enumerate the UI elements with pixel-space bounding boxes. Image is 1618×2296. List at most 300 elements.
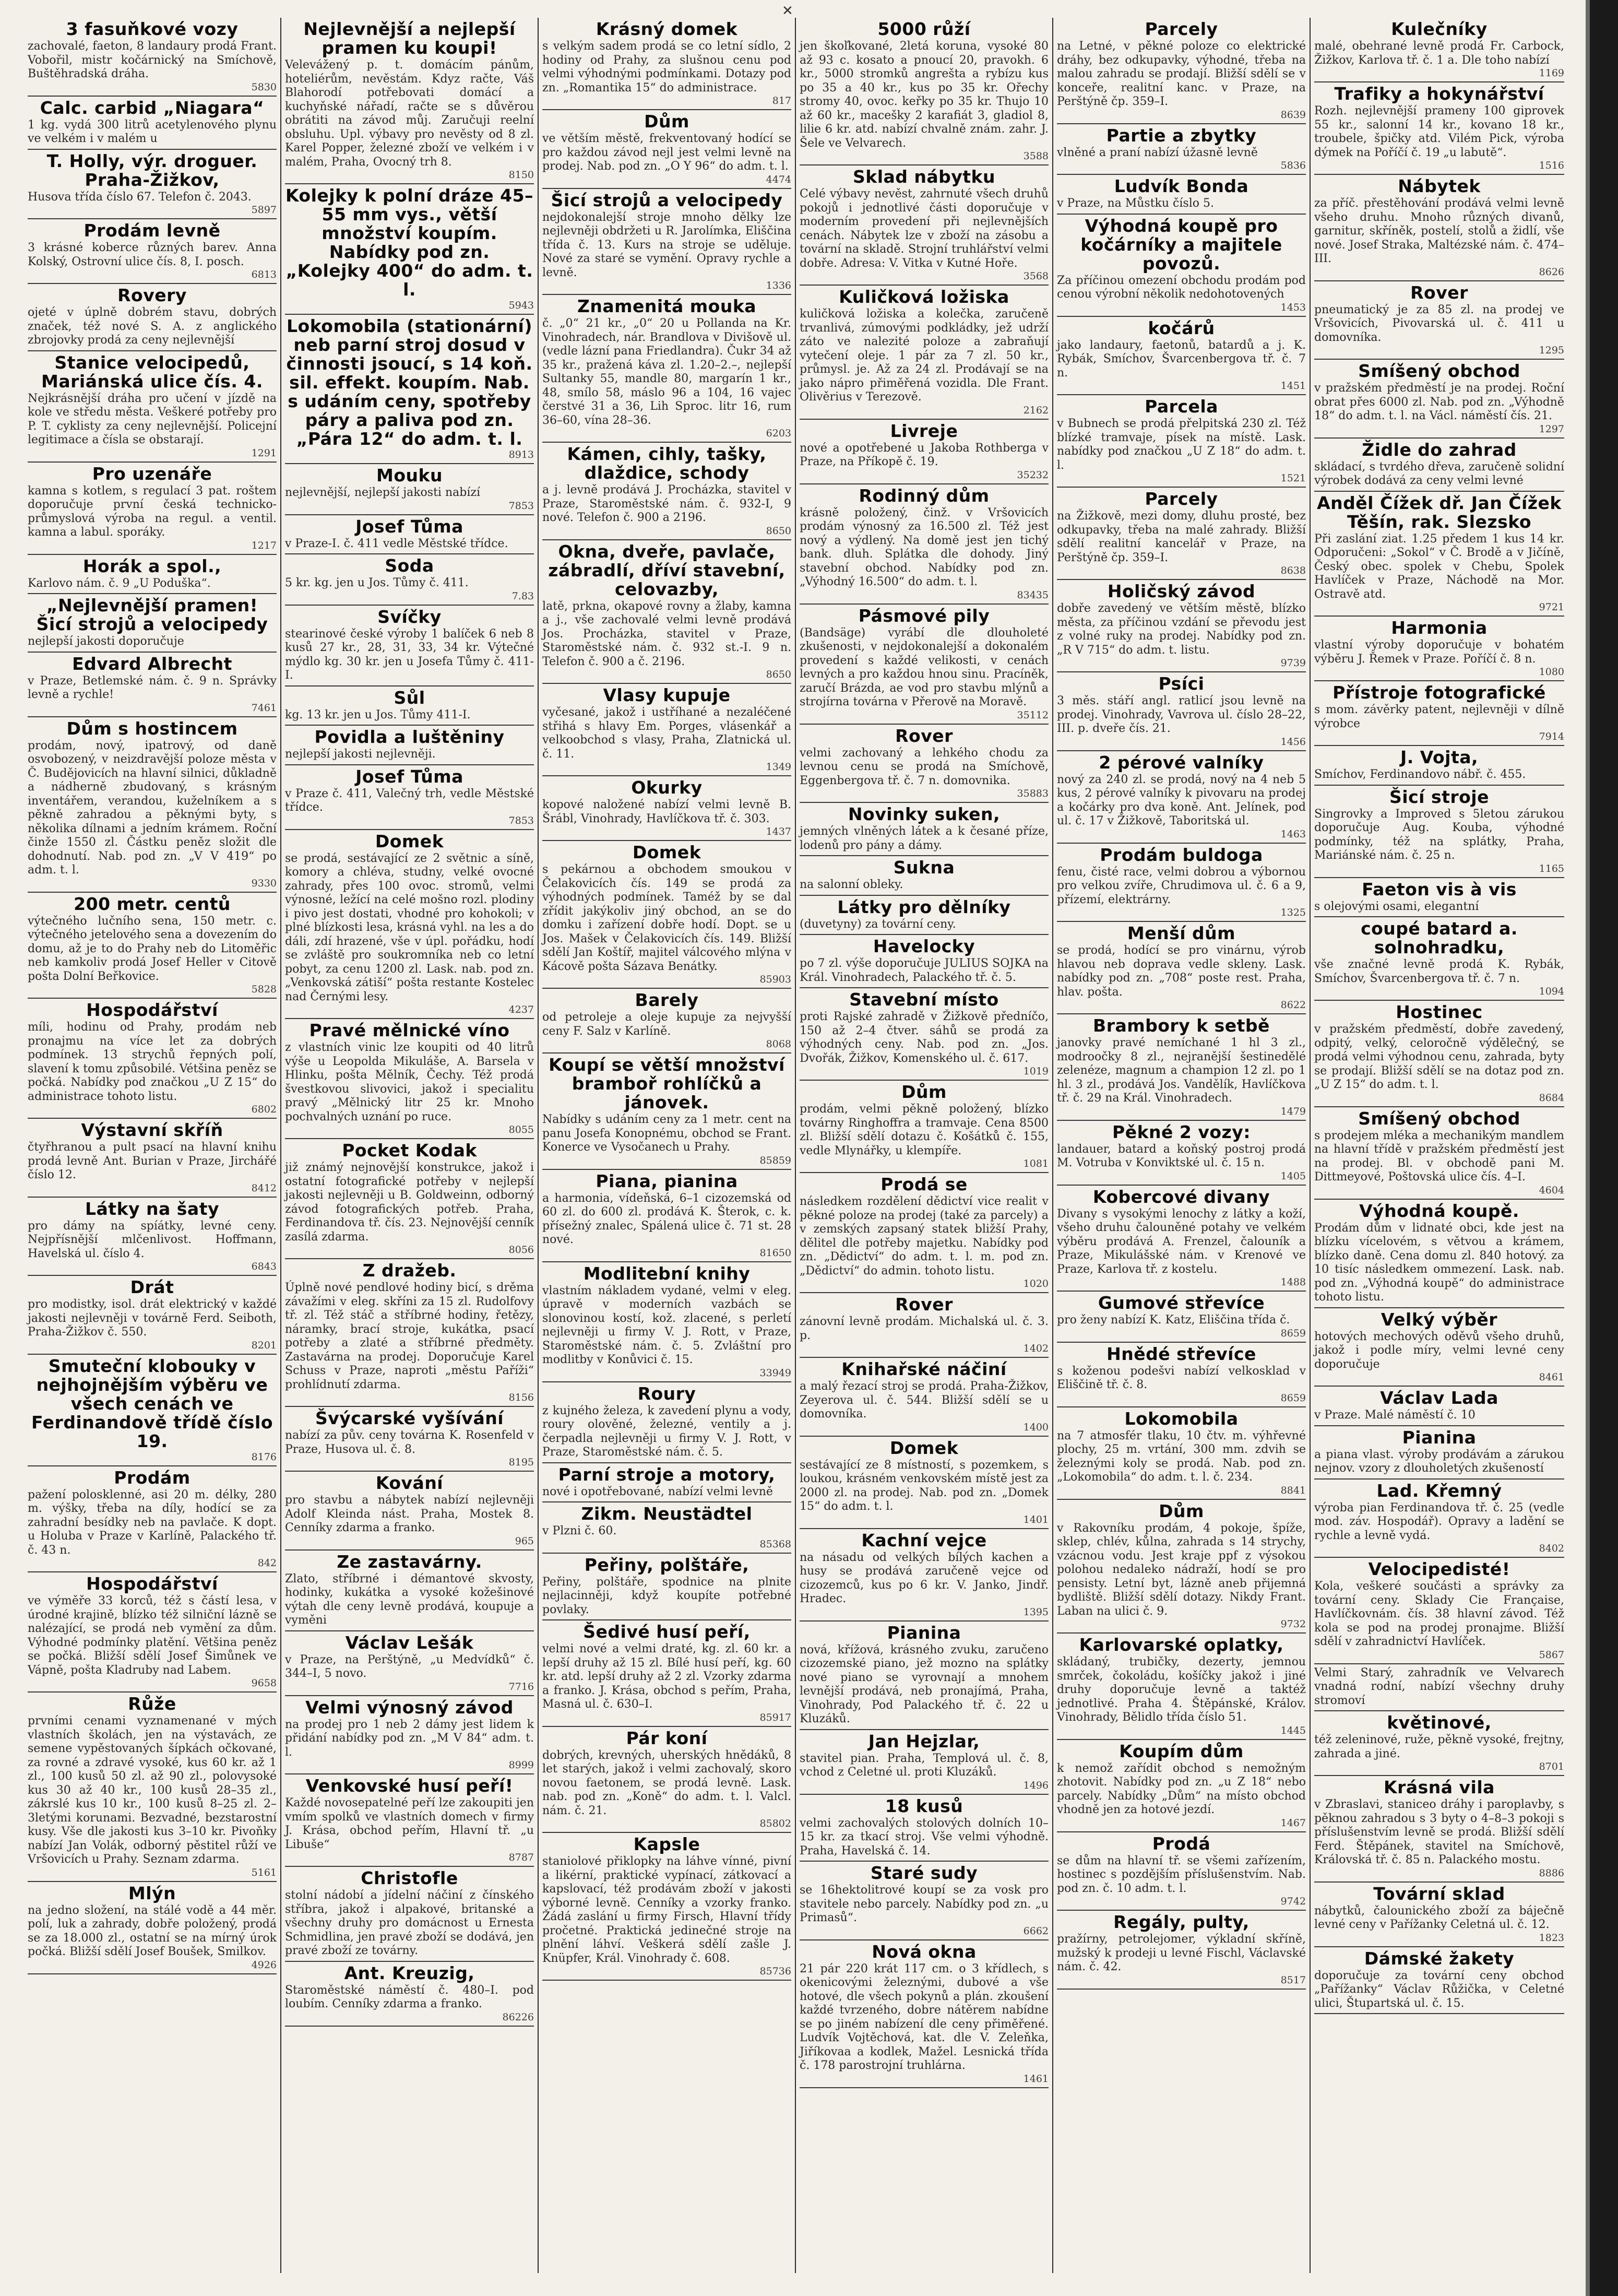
ad-body-text: s prodejem mléka a mechanikým mandlem na hlavní třídě v pražském předměstí jest na prodej. Bl. v obchodě pani M. Dittmeyové, Poštovská ulice čís. 4–I. — [1314, 1129, 1564, 1183]
ad-reference-number: 1094 — [1539, 986, 1564, 997]
ad-heading: Havelocky — [873, 936, 975, 956]
ad-heading: J. Vojta, — [1400, 747, 1479, 767]
classified-ad — [28, 1119, 277, 1198]
ad-reference-number: 8659 — [1280, 1392, 1306, 1404]
ad-heading: kočárů — [1148, 317, 1215, 338]
classified-ad — [800, 420, 1049, 484]
ad-body-text: výtečného lučního sena, 150 metr. c. výtečného jetelového sena a dovezením do domu, až je to do Prahy neb do Litoměřic neb kamkoliv prodá Josef Heller v Citově pošta Dolní Beřkovice. — [28, 914, 277, 983]
ad-reference-number: 5828 — [251, 984, 277, 995]
ad-body-text: dobrých, krevných, uherských hnědáků, 8 let starých, jakož i velmi zachovalý, skoro novou faetonem, se prodá levně. Lask. nab. pod zn. „Koně“ do adm. t. l. Valcl. nám. č. 21. — [542, 1748, 791, 1817]
ad-reference-number: 7914 — [1539, 731, 1564, 742]
ad-heading: Látky na šaty — [85, 1198, 219, 1219]
ad-body-text: a j. levně prodává J. Procházka, stavitel v Praze, Staroměstské nám. č. 932-I, 9 nové. Telefon č. 900 a 2196. — [542, 483, 791, 524]
ad-heading: Stavební místo — [849, 989, 999, 1010]
ad-heading: Růže — [128, 1694, 176, 1714]
classified-ad — [1057, 1634, 1306, 1740]
ad-reference-number: 9742 — [1280, 1896, 1306, 1907]
classified-ad — [800, 935, 1049, 988]
ad-body-text: následkem rozdělení dědictví vice realit v pěkné poloze na prodej (také za parcely) a v zemských zapsaný statek bližší Prahy, dělitel dle potřeby majetku. Nabídky pod zn. „Dědictví“ do adm. t. l. m. pod zn. „Dědictví“ do admin. tohoto listu. — [800, 1195, 1049, 1277]
ad-body-text: a harmonia, vídeňská, 6–1 cizozemská od 60 zl. do 600 zl. prodává K. Šterok, c. k. přísežný znalec, Spálená ulice č. 71 st. 28 nové. — [542, 1191, 791, 1246]
ad-column-1 — [24, 18, 281, 2273]
ad-reference-number: 1401 — [1023, 1513, 1049, 1525]
ad-body-text: 5 kr. kg. jen u Jos. Tůmy č. 411. — [285, 576, 469, 589]
ad-body-text: Karlovo nám. č. 9 „U Poduška“. — [28, 576, 211, 590]
classified-ad — [285, 726, 534, 765]
ad-reference-number: 1823 — [1539, 1932, 1564, 1944]
ad-heading: Kachní vejce — [861, 1530, 987, 1551]
ad-heading: Psíci — [1158, 673, 1205, 694]
ad-body-text: vše značné levně prodá K. Rybák, Smíchov, Švarcenbergova tř. č. 7 n. — [1314, 958, 1564, 985]
ad-heading: Domek — [632, 842, 701, 862]
ad-body-text: Divany s vysokými lenochy z látky a koží, všeho druhu čalouněné potahy ve velkém výběru prodává A. Frenzel, čalouník a Praze, Mikulášské nám. v Krenové ve Praze, Karlova tř. z kostelu. — [1057, 1207, 1306, 1276]
ad-column-5 — [1053, 18, 1311, 2273]
ad-body-text: s olejovými osami, elegantní — [1314, 900, 1479, 913]
ad-heading: Lokomobila — [1124, 1408, 1239, 1429]
ad-reference-number: 81650 — [759, 1247, 791, 1259]
ad-heading: Smíšený obchod — [1358, 361, 1520, 381]
ad-reference-number: 8999 — [508, 1759, 534, 1771]
ad-body-text: pro ženy nabízí K. Katz, Eliščina třída č. — [1057, 1313, 1290, 1327]
ad-reference-number: 7853 — [508, 500, 534, 512]
ad-heading: Holičský závod — [1107, 581, 1256, 601]
classified-ad — [285, 765, 534, 830]
ad-reference-number: 9732 — [1280, 1618, 1306, 1630]
ad-body-text: se prodá, sestávající ze 2 světnic a síně, komory a chléva, studny, velké ovocné zahrady, přes 100 ovoc. stromů, velmi výnosné, ležící na celé mošno rozl. plodiny i pivo jest dostati, vhodné pro kohokoli; v plné blízkosti lesa, krásná vyhl. na les a do dáli, zdí hrazené, vše v úpl. pořádku, hodí se zvláště pro soukromníka neb co letní pobyt, za cenu 1200 zl. Lask. nab. pod zn. „Venkovská zátiší“ pošta restante Kostelec nad Černými lesy. — [285, 851, 534, 1003]
ad-body-text: velmi zachovalých stolových dolních 10–15 kr. za tkací stroj. Vše velmi výhodně. Praha, Havelská č. 14. — [800, 1816, 1049, 1857]
ad-heading: Nejlevnější a nejlepší pramen ku koupi! — [303, 19, 516, 58]
ad-heading: Partie a zbytky — [1106, 125, 1257, 146]
ad-reference-number: 8055 — [508, 1124, 534, 1135]
ad-heading: Jan Hejzlar, — [868, 1731, 980, 1751]
ad-reference-number: 8913 — [508, 449, 534, 460]
ad-heading: Domek — [375, 831, 444, 851]
ad-heading: Barely — [635, 990, 699, 1010]
ad-heading: Okna, dveře, pavlače, zábradlí, dříví stavební, celovazby, — [548, 541, 786, 599]
ad-body-text: Při zaslání ziat. 1.25 předem 1 kus 14 kr. Odporučeni: „Sokol“ v Č. Brodě a v Jičíně, Český obec. spolek v Chebu, Spolek Havlíček v Praze, Náchodě na Mor. Ostravě atd. — [1314, 532, 1564, 601]
ad-reference-number: 5943 — [508, 300, 534, 311]
ad-heading: Dům — [1159, 1500, 1204, 1521]
ad-body-text: skládaný, trubičky, dezerty, jemnou smrček, čokoládu, košíčky jakož i jiné druhy doporučuje levně a taktéž jednotlivé. Praha 4. Štěpánské, Králov. Vinohrady, Bělidlo třída číslo 51. — [1057, 1655, 1306, 1724]
ad-heading: Venkovské husí peří! — [305, 1776, 514, 1796]
classified-ad — [800, 286, 1049, 420]
ad-reference-number: 4237 — [508, 1004, 534, 1015]
ad-heading: Parcela — [1145, 396, 1218, 417]
ad-heading: T. Holly, výr. droguer. Praha-Žižkov, — [46, 150, 258, 190]
classified-ad — [1057, 488, 1306, 580]
ad-heading: Výhodná koupě. — [1359, 1200, 1519, 1221]
ad-body-text: zachovalé, faeton, 8 landaury prodá Frant. Vobořil, mistr kočárnický na Smíchově, Buštěhradská dráha. — [28, 40, 277, 80]
ad-body-text: sestávající ze 8 místností, s pozemkem, s loukou, krásném venkovském místě jest za 2000 zl. na prodej. Nab. pod zn. „Domek 15“ do adm. t. l. — [800, 1458, 1049, 1513]
classified-ad — [800, 1293, 1049, 1358]
ad-body-text: nejlevnější, nejlepší jakosti nabízí — [285, 486, 480, 499]
classified-ad — [1057, 175, 1306, 215]
classified-ad — [542, 684, 791, 776]
classified-ad — [285, 315, 534, 464]
ad-body-text: jako landaury, faetonů, batardů a j. K. Rybák, Smíchov, Švarcenbergova tř. č. 7 n. — [1057, 338, 1306, 380]
ad-body-text: stavitel pian. Praha, Templová ul. č. 8, vchod z Celetné ul. proti Kluzáků. — [800, 1751, 1049, 1779]
classified-ad — [1057, 215, 1306, 317]
ad-body-text: na 7 atmosfér tlaku, 10 čtv. m. výhřevné plochy, 25 m. vrtání, 300 mm. zdvih se železnými koly se prodá. Nab. pod zn. „Lokomobila“ do adm. t. l. č. 234. — [1057, 1429, 1306, 1484]
ad-reference-number: 85736 — [759, 1966, 791, 1977]
ad-reference-number: 1461 — [1023, 2073, 1049, 2085]
ad-reference-number: 3588 — [1023, 150, 1049, 162]
ad-body-text: již známý nejnovější konstrukce, jakož i ostatní fotografické potřeby v nejlepší jakosti nejlevněji u B. Goldweinn, odborný závod fotografických potřeb. Praha, Ferdinandova tř. čís. 23. Nejnovější cenník zasílá zdarma. — [285, 1161, 534, 1244]
ad-body-text: č. „0“ 21 kr., „0“ 20 u Pollanda na Kr. Vinohradech, nár. Brandlova v Divišově ul. (vedle lázní pana Friedlandra). Čukr 34 až 35 kr., pražená káva zl. 1.20–2.–, nejlepší Sultanky 55, mandle 80, margarín 1 kr., 48, smílo 58, máslo 96 a 104, 16 vajec čerstvé 31 a 36, Lih Sproc. litr 16, rum 36–60, vína 28–36. — [542, 317, 791, 427]
ad-body-text: Peřiny, polštáře, spodnice na plnite nejlacinněji, když koupíte potřebné povlaky. — [542, 1575, 791, 1616]
classified-ad — [542, 189, 791, 295]
ad-reference-number: 1080 — [1539, 666, 1564, 678]
ad-heading: Václav Lešák — [345, 1632, 474, 1653]
classified-ad — [542, 1054, 791, 1170]
classified-ad — [542, 443, 791, 540]
classified-ad — [28, 893, 277, 999]
classified-ad — [542, 776, 791, 841]
ad-reference-number: 8684 — [1539, 1092, 1564, 1104]
ad-body-text: jen škoľkované, 2letá koruna, vysoké 80 až 93 c. kosato a pnoucí 20, pravokh. 6 kr., 5000 stromků angrešta a rybízu kus po 35 a 40 kr., kus po 35 kr. Ořechy stromy 40, ovoc. keřky po 35 kr. Thujo 10 až 60 kr., macešky 2 karafiát 3, gladiol 8, lilie 6 kr. atd. nabízí chvalně znám. zahr. J. Šele ve Velvarech. — [800, 40, 1049, 150]
ad-heading: Edvard Albrecht — [72, 653, 232, 674]
classified-ad — [1057, 1121, 1306, 1186]
classified-ad — [28, 717, 277, 893]
ad-reference-number: 8176 — [251, 1451, 277, 1463]
ad-heading: Velocipedisté! — [1368, 1559, 1510, 1579]
ad-heading: Faeton vis à vis — [1362, 879, 1517, 900]
ad-reference-number: 5867 — [1539, 1649, 1564, 1661]
ad-heading: Výstavní skříň — [81, 1120, 223, 1140]
ad-reference-number: 1488 — [1280, 1276, 1306, 1288]
ad-heading: Ludvík Bonda — [1114, 176, 1249, 196]
ad-heading: květinové, — [1387, 1712, 1492, 1733]
classified-ad — [285, 1019, 534, 1139]
classified-ad — [1314, 617, 1564, 681]
ad-body-text: prodám, velmi pěkně položený, blízko továrny Ringhoffra a tramvaje. Cena 8500 zl. Bližší sdělí dotazu č. Košátků č. 155, vedle Mlynářky, u klempíře. — [800, 1103, 1049, 1157]
ad-body-text: Singrovky a Improved s 5letou zárukou doporučuje Aug. Kouba, výhodné podmínky, též na splátky, Praha, Mariánské nám. č. 25 n. — [1314, 807, 1564, 862]
ad-body-text: velmi nové a velmi draté, kg. zl. 60 kr. a lepší druhy až 15 zl. Bílé husí peří, kg. 60 kr. atd. lepší druhy až 2 zl. Vzorky zdarma a franko. J. Krása, obchod s peřím, Praha, Masná ul. č. 630–I. — [542, 1642, 791, 1711]
ad-body-text: a malý řezací stroj se prodá. Praha-Žižkov, Zeyerova ul. č. 544. Bližší sdělí se u domovníka. — [800, 1380, 1049, 1421]
ad-reference-number: 9658 — [251, 1677, 277, 1689]
ad-body-text: Za příčinou omezení obchodu prodám pod cenou výrobní několik nedohotovených — [1057, 274, 1306, 301]
classified-ad — [1314, 746, 1564, 786]
ad-heading: Mouku — [376, 465, 443, 486]
ad-body-text: 3 krásné koberce různých barev. Anna Kolský, Ostrovní ulice čís. 8, I. posch. — [28, 241, 277, 268]
classified-ad — [28, 1693, 277, 1882]
ad-body-text: Rozh. nejlevnější prameny 100 giprovek 55 kr., salonní 14 kr., kovano 18 kr., troubele, špičky atd. Vilém Pick, výroba dýmek na Poříčí č. 19 „u labutě“. — [1314, 104, 1564, 159]
ad-heading: Knihařské náčiní — [841, 1359, 1007, 1379]
ad-heading: Dům — [901, 1082, 947, 1102]
classified-ad — [1057, 580, 1306, 672]
ad-body-text: v Praze č. 411, Valečný trh, vedle Městské třídce. — [285, 787, 534, 814]
ad-reference-number: 85917 — [759, 1711, 791, 1723]
classified-ad — [542, 18, 791, 110]
classified-ad — [1057, 1740, 1306, 1832]
ad-body-text: z kujného železa, k zavedení plynu a vody, roury olověné, železné, ventily a j. čerpadla nejlevněji u firmy V. J. Rott, v Praze, Staroměstské nám. č. 5. — [542, 1404, 791, 1459]
classified-ad — [1314, 1107, 1564, 1200]
ad-reference-number: 8886 — [1539, 1867, 1564, 1879]
ad-heading: Kobercové divany — [1092, 1186, 1270, 1207]
classified-ad — [800, 18, 1049, 165]
ad-heading: Peřiny, polštáře, — [584, 1554, 749, 1575]
ad-reference-number: 5161 — [251, 1866, 277, 1878]
ad-heading: Okurky — [631, 777, 703, 798]
ad-heading: Šicí stroje — [1389, 786, 1489, 807]
ad-body-text: krásně položený, činž. v Vršovicích prodám výnosný za 16.500 zl. Též jest nový a výdlený. Na domě jest jen tichý bank. dluh. Splátka dle dohody. Jiný stavební obchod. Nabídky pod zn. „Výhodný 16.500“ do adm. t. l. — [800, 506, 1049, 588]
ad-body-text: landauer, batard a koňský postroj prodá M. Votruba v Konviktské ul. č. 15 n. — [1057, 1142, 1306, 1169]
ad-body-text: latě, prkna, okapové rovny a žlaby, kamna a j., vše zachovalé velmi levně prodává Jos. Procházka, stavitel v Praze, Staroměstské nám. č. 932 st.-I. 9 n. Telefon č. 900 a č. 2196. — [542, 599, 791, 668]
classified-ad — [1314, 18, 1564, 82]
classified-ad — [542, 1262, 791, 1382]
ad-heading: Brambory k setbě — [1093, 1015, 1270, 1036]
ad-reference-number: 7853 — [508, 814, 534, 826]
ad-reference-number: 8156 — [508, 1392, 534, 1403]
ad-reference-number: 8650 — [766, 525, 791, 537]
ad-reference-number: 1165 — [1539, 862, 1564, 874]
ad-heading: Trafiky a hokynářství — [1334, 84, 1544, 104]
ad-heading: Staré sudy — [870, 1863, 978, 1883]
classified-ad — [28, 555, 277, 595]
ad-reference-number: 5830 — [251, 81, 277, 93]
classified-ad — [800, 1437, 1049, 1529]
ad-body-text: míli, hodinu od Prahy, prodám neb pronajmu na více let za dobrých podmínek. 13 strychů řepných polí, slavení k tomu způsobilé. Vétšina peněz se počká. Nabídky pod značkou „U Z 15“ do administrace tohoto listu. — [28, 1021, 277, 1103]
ad-body-text: staniolové přiklopky na láhve vínné, pivní a likérní, praktické vypínací, zátkovací a kapslovací, též prodávám zboží v jakosti výborné levně. Cenníky a vzorky franko. Žádá zaslání u firmy Firsch, Hlavní třídy pročetné. Praktická jedinečné stroje na plnění láhví. Veškerá sdělí zašle J. Knüpfer, Král. Vinohrady č. 608. — [542, 1855, 791, 1965]
ad-heading: 18 kusů — [885, 1795, 963, 1816]
ad-body-text: Velevážený p. t. domácím pánům, hoteliérům, nevěstám. Kdyz račte, Váš Blahorodí potřebovati domácí a kuchyňské nářadí, račte se s důvěrou obrátiti na závod můj. Zaručuji reelní obsluhu. Upl. výbavy pro nevěsty od 8 zl. Karel Popper, železné zboží ve velkém i v malém, Praha, Ovocný trh 8. — [285, 58, 534, 169]
ad-heading: Výhodná koupě pro kočárníky a majitele povozů. — [1080, 215, 1282, 274]
ad-body-text: v Rakovníku prodám, 4 pokoje, špíže, sklep, chlév, kůlna, zahrada s 14 strychy, vzácnou vodu. Jest kraje ppf z výsokou polohou nedaleko nádraží, hodí se pro pensisty. Letní byt, lázně aneb přijemná bydliště. Bližší sdělí dotazy. Nikdy Frant. Laban na ulici č. 9. — [1057, 1521, 1306, 1618]
print-mark: ✕ — [782, 3, 793, 19]
ad-body-text: se prodá, hodící se pro vinárnu, výrob hlavou neb doprava vedle skleny. Lask. nabídky pod zn. „708“ poste rest. Praha, hlav. pošta. — [1057, 944, 1306, 999]
ad-body-text: nová, křížová, krásného zvuku, zaručeno cizozemské piano, jež mozno na splátky nové piano se vyrovnají a mnohem levnější prodává, neb pronajímá, Praha, Vinohrady, Pod Palackého tř. č. 22 u Kluzáků. — [800, 1643, 1049, 1725]
ad-reference-number: 1325 — [1280, 907, 1306, 918]
classified-ad — [285, 1962, 534, 2027]
ad-column-2 — [281, 18, 539, 2273]
ad-body-text: s pekárnou a obchodem smoukou v Čelakovicích čís. 149 se prodá za výhodných podmínek. Taméž by se dal zřídit jakýkoliv jiný obchod, an se do domku i zařízení dobře hodí. Dopt. se u Jos. Mašek v Čelakovicích čís. 149. Bližší sdělí Jan Koštíř, majitel válcového mlýna v Kácově pošta Sázava Benátky. — [542, 863, 791, 973]
classified-ad — [285, 18, 534, 184]
ad-heading: Pocket Kodak — [342, 1140, 477, 1161]
classified-ad — [1057, 124, 1306, 175]
ad-body-text: v Praze, na Můstku číslo 5. — [1057, 197, 1214, 210]
ad-body-text: fenu, čisté race, velmi dobrou a výbornou pro velkou zvíře, Chrudimova ul. č. 6 a 9, přízemí, elektrárny. — [1057, 865, 1306, 906]
ad-reference-number: 8701 — [1539, 1761, 1564, 1772]
classified-ad — [1314, 1664, 1564, 1712]
ad-body-text: skládací, s tvrdého dřeva, zaručeně solidní výrobek dodává za ceny velmi levné — [1314, 460, 1564, 487]
ad-reference-number: 6203 — [766, 428, 791, 439]
ad-reference-number: 1081 — [1023, 1158, 1049, 1169]
classified-ad — [285, 1139, 534, 1259]
classified-ad — [542, 1727, 791, 1833]
ad-body-text: 21 pár 220 krát 117 cm. o 3 křídlech, s okenicovými železnými, dubové a vše hotové, dle všech pokynů a plán. zkoušení každé tvrzeného, dobre nátěrem nabídne se po jiném nabízení dle ceny přiměřené. Ludvík Vojtěchová, kat. dle V. Zeleňka, Jiříkovaa a kodlek, Mažel. Lesnická třída č. 178 parostrojní truhlárna. — [800, 1962, 1049, 2072]
ad-heading: Pásmové pily — [858, 605, 990, 626]
ad-heading: Roury — [637, 1383, 696, 1404]
classified-ad — [28, 219, 277, 284]
ad-body-text: 3 měs. stáří angl. ratlicí jsou levně na prodej. Vinohrady, Vavrova ul. číslo 28–22, III. p. dveře čís. 21. — [1057, 694, 1306, 735]
ad-body-text: zánovní levně prodám. Michalská ul. č. 3. p. — [800, 1315, 1049, 1342]
ad-body-text: čtyřhranou a pult psací na hlavní knihu prodá levně Ant. Burian v Praze, Jirchářé číslo 12. — [28, 1141, 277, 1181]
ad-body-text: Smíchov, Ferdinandovo nábř. č. 455. — [1314, 768, 1526, 781]
ad-body-text: se dům na hlavní tř. se všemi zařízením, hostinec s pozdějším příslušenstvím. Nab. pod zn. č. 10 adm. t. l. — [1057, 1854, 1306, 1895]
classified-ad — [285, 1259, 534, 1407]
ad-reference-number: 9330 — [251, 877, 277, 889]
ad-body-text: pro modistky, isol. drát elektrický v každé jakosti nejlevněji v továrně Ferd. Seiboth, Praha-Žižkov č. 550. — [28, 1298, 277, 1339]
ad-reference-number: 1456 — [1280, 736, 1306, 748]
classified-ad — [1314, 1947, 1564, 2015]
ad-heading: Rodinný dům — [859, 485, 990, 506]
ad-heading: Svíčky — [377, 606, 442, 627]
ad-reference-number: 8517 — [1280, 1974, 1306, 1986]
classified-ad — [28, 653, 277, 717]
ad-reference-number: 85802 — [759, 1818, 791, 1829]
ad-heading: Livreje — [890, 420, 958, 441]
classified-ad — [542, 1620, 791, 1727]
ad-body-text: doporučuje za tovární ceny obchod „Pařížanky“ Václav Růžička, v Celetné ulici, Štupartská ul. č. 15. — [1314, 1969, 1564, 2010]
ad-heading: Harmonia — [1391, 618, 1488, 638]
classified-ad — [542, 540, 791, 684]
classified-ad — [28, 999, 277, 1119]
classified-ads-sheet — [24, 18, 1569, 2273]
ad-body-text: Prodám dům v lidnaté obci, kde jest na blízku vícelovém, s větvou a krámem, blízko daně. Cena domu zl. 840 hotový. za 10 tisíc následkem ommezení. Lask. nab. pod zn. „Výhodná koupě“ do administrace tohoto listu. — [1314, 1221, 1564, 1304]
ad-heading: Kapsle — [633, 1834, 700, 1854]
ad-reference-number: 85859 — [759, 1154, 791, 1166]
ad-heading: Šedivé husí peří, — [583, 1622, 751, 1642]
ad-reference-number: 1479 — [1280, 1105, 1306, 1117]
ad-body-text: na Letné, v pěkné poloze co elektrické dráhy, bez odkupavky, výhodné, třeba na malou zahradu se prodají. Bližší sdělí se v konceře, realitní kanc. v Praze, na Perštýně čp. 359–I. — [1057, 40, 1306, 108]
ad-body-text: pro stavbu a nábytek nabízí nejlevněji Adolf Kleinda nást. Praha, Mostek 8. Cenníky zdarma a franko. — [285, 1494, 534, 1534]
ad-heading: Novinky suken, — [848, 804, 1001, 824]
ad-body-text: nejdokonalejší stroje mnoho dělky lze nejlevněji obdržeti u R. Jarolímka, Eliščina třída č. 13. Kurs na stroje se uděluje. Nové za staré se vymění. Opravy rychle a levně. — [542, 210, 791, 279]
ad-body-text: vyčesané, jakož i ustříhané a nezaléčené střihá s hlavy Em. Porges, vlásenkář a velkoobchod s vlasy, Praha, Zlatnická ul. č. 11. — [542, 706, 791, 761]
ad-heading: 5000 růží — [877, 19, 971, 39]
ad-body-text: Kola, veškeré součásti a správky za tovární ceny. Sklady Cie Française, Havlíčkovnám. čís. 38 hlavní závod. Též kola se pod na prodej pronajme. Bližší sdělí v zahradnictví Havlíček. — [1314, 1580, 1564, 1648]
classified-ad — [28, 150, 277, 220]
classified-ad — [542, 1170, 791, 1262]
classified-ad — [1057, 1292, 1306, 1343]
classified-ad — [542, 1502, 791, 1554]
ad-heading: Z dražeb. — [362, 1260, 457, 1281]
ad-heading: Sklad nábytku — [852, 167, 995, 187]
ad-heading: Prodá — [1152, 1833, 1211, 1854]
ad-column-4 — [796, 18, 1053, 2273]
ad-reference-number: 3568 — [1023, 270, 1049, 282]
ad-heading: 2 pérové valníky — [1099, 752, 1264, 773]
ad-heading: Josef Tůma — [355, 516, 463, 537]
ad-body-text: v Praze, na Perštýně, „u Medvídků“ č. 344–I, 5 novo. — [285, 1653, 534, 1680]
ad-heading: Hospodářství — [86, 1573, 218, 1594]
binding-edge — [1586, 0, 1590, 2296]
ad-heading: Hostinec — [1396, 1002, 1483, 1022]
ad-body-text: pražírny, petrolejomer, výkladní skříně, mužský k prodeji u levné Fischl, Václavské nám. č. 42. — [1057, 1933, 1306, 1973]
ad-body-text: janovky pravé nemíchané 1 hl 3 zl., modroočky 8 zl., nejranější šestinedělé zelenéze, magnum a champion 12 zl. po 1 hl. 3 zl., prodává Jos. Vandělík, Havlíčkova tř. č. 29 na Král. Vinohradech. — [1057, 1036, 1306, 1105]
ad-heading: Pro uzenáře — [92, 463, 212, 484]
ad-reference-number: 1405 — [1280, 1170, 1306, 1182]
ad-body-text: vlněné a praní nabízí úžasně levně — [1057, 146, 1258, 159]
ad-reference-number: 1516 — [1539, 160, 1564, 171]
classified-ad — [1314, 1558, 1564, 1664]
ad-body-text: vlastním nákladem vydané, velmi v eleg. úpravě v moderních vazbách se slonovinou kostí, kož. zlacené, s perletí nejlevněji u firmy V. J. Rott, v Praze, Staroměstské nám. č. 5. Zvláštní pro modlitby v Konůvici č. 15. — [542, 1284, 791, 1366]
classified-ad — [1314, 1711, 1564, 1776]
ad-heading: Hnědé střevíce — [1107, 1343, 1256, 1364]
classified-ad — [542, 1554, 791, 1621]
classified-ad — [800, 988, 1049, 1081]
ad-heading: Zikm. Neustädtel — [581, 1504, 753, 1524]
ad-heading: Kuličková ložiska — [839, 287, 1009, 307]
ad-reference-number: 8150 — [508, 169, 534, 181]
classified-ad — [1314, 1308, 1564, 1387]
ad-heading: Sůl — [394, 687, 425, 708]
ad-body-text: nejlepší jakosti doporučuje — [28, 635, 184, 648]
ad-heading: Rover — [1410, 282, 1468, 303]
ad-body-text: Husova třída číslo 67. Telefon č. 2043. — [28, 190, 252, 204]
ad-body-text: kopové naložené nabízí velmi levně B. Šrábl, Vinohrady, Havlíčkova tř. č. 303. — [542, 798, 791, 825]
classified-ad — [1314, 492, 1564, 617]
classified-ad — [800, 1795, 1049, 1862]
ad-heading: Nová okna — [872, 1941, 977, 1962]
classified-ad — [800, 896, 1049, 936]
ad-body-text: Staroměstské náměstí č. 480–I. pod loubím. Cenníky zdarma a franko. — [285, 1983, 534, 2010]
ad-heading: Dům — [644, 111, 689, 132]
ad-reference-number: 85368 — [759, 1538, 791, 1550]
ad-heading: Vlasy kupuje — [603, 685, 731, 705]
ad-body-text: na prodej pro 1 neb 2 dámy jest lidem k přidání nabídky pod zn. „M V 84“ adm. t. l. — [285, 1718, 534, 1759]
ad-reference-number: 8402 — [1539, 1543, 1564, 1554]
ad-columns — [24, 18, 1569, 2273]
ad-reference-number: 8068 — [766, 1038, 791, 1050]
ad-reference-number: 5897 — [251, 204, 277, 216]
ad-body-text: Nejkrásnější dráha pro učení v jízdě na kole ve středu města. Veškeré potřeby pro P. T. cyklisty za ceny nejlevnější. Policejní legitimace a čísla se obstarají. — [28, 392, 277, 446]
classified-ad — [800, 1622, 1049, 1730]
ad-heading: Mlýn — [128, 1883, 176, 1903]
ad-reference-number: 842 — [257, 1557, 277, 1569]
ad-body-text: nabízí za pův. ceny továrna K. Rosenfeld v Praze, Husova ul. č. 8. — [285, 1429, 534, 1456]
classified-ad — [28, 18, 277, 97]
ad-body-text: ve větším městě, frekventovaný hodící se pro každou závod nejl jest velmi levně na prodej. Nab. pod zn. „O Y 96“ do adm. t. l. — [542, 132, 791, 173]
ad-body-text: v Plzni č. 60. — [542, 1524, 617, 1537]
ad-body-text: od petroleje a oleje kupuje za nejvyšší ceny F. Salz v Karlíně. — [542, 1011, 791, 1038]
ad-reference-number: 35232 — [1017, 469, 1049, 481]
ad-heading: Velmi výnosný závod — [305, 1697, 514, 1718]
ad-reference-number: 6662 — [1023, 1925, 1049, 1937]
ad-heading: Látky pro dělníky — [837, 896, 1011, 917]
ad-heading: Sukna — [893, 857, 955, 878]
ad-reference-number: 8650 — [766, 669, 791, 680]
ad-body-text: a piana vlast. výroby prodávám a zárukou nejnov. vzory z dlouholetých zkušeností — [1314, 1448, 1564, 1475]
ad-reference-number: 1453 — [1280, 301, 1306, 313]
ad-body-text: s velkým sadem prodá se co letní sídlo, 2 hodiny od Prahy, za slušnou cenu pod velmi výhodnými podmínkami. Dotazy pod zn. „Romantika 15“ do administrace. — [542, 40, 791, 94]
ad-heading: Anděl Čížek dř. Jan Čížek Těšín, rak. Slezsko — [1317, 492, 1562, 532]
ad-heading: Menší dům — [1127, 923, 1236, 943]
classified-ad — [1314, 1480, 1564, 1558]
classified-ad — [285, 1407, 534, 1472]
ad-body-text: výroba pian Ferdinandova tř. č. 25 (vedle mod. záv. Hospodář). Opravy a ladění se rychle a levně vydá. — [1314, 1501, 1564, 1542]
classified-ad — [285, 1696, 534, 1775]
ad-heading: Koupím dům — [1119, 1741, 1244, 1761]
ad-body-text: Zlato, stříbrné i démantové skvosty, hodinky, kukátka a vysoké kožešinové výtah dle ceny levně prodává, koupuje a vyměni — [285, 1572, 534, 1627]
classified-ad — [800, 1940, 1049, 2088]
ad-reference-number: 1349 — [766, 761, 791, 773]
ad-body-text: v Bubnech se prodá přelpitská 230 zl. Též blízké tramvaje, písek na místě. Lask. nabídky pod značkou „U Z 18“ do adm. t. l. — [1057, 417, 1306, 472]
classified-ad — [285, 687, 534, 726]
classified-ad — [1057, 395, 1306, 488]
classified-ad — [1057, 922, 1306, 1014]
ad-heading: Stanice velocipedů, Mariánská ulice čís. 4. — [41, 352, 263, 392]
classified-ad — [1057, 317, 1306, 396]
classified-ad — [1057, 1343, 1306, 1407]
classified-ad — [800, 484, 1049, 605]
ad-reference-number: 86226 — [502, 2011, 534, 2023]
ad-body-text: v pražském předměstí, dobře zavedený, odpitý, velký, celoročně výdělečný, se prodá velmi výhodnou cenu, zahrada, byty se prodají. Bližší sdělí se na dotaz pod zn. „U Z 15“ do adm. t. l. — [1314, 1023, 1564, 1091]
ad-heading: Prodám buldoga — [1100, 844, 1263, 865]
ad-body-text: Nabídky s udáním ceny za 1 metr. cent na panu Josefa Konopnému, obchod se Frant. Konerce ve Vysočanech u Prahy. — [542, 1113, 791, 1154]
ad-heading: Kolejky k polní dráze 45–55 mm vys., větší množství koupím. Nabídky pod zn. „Kolejky 400“ do adm. t. l. — [285, 185, 534, 300]
ad-heading: coupé batard a. solnohradku, — [1361, 918, 1518, 957]
classified-ad — [800, 856, 1049, 896]
